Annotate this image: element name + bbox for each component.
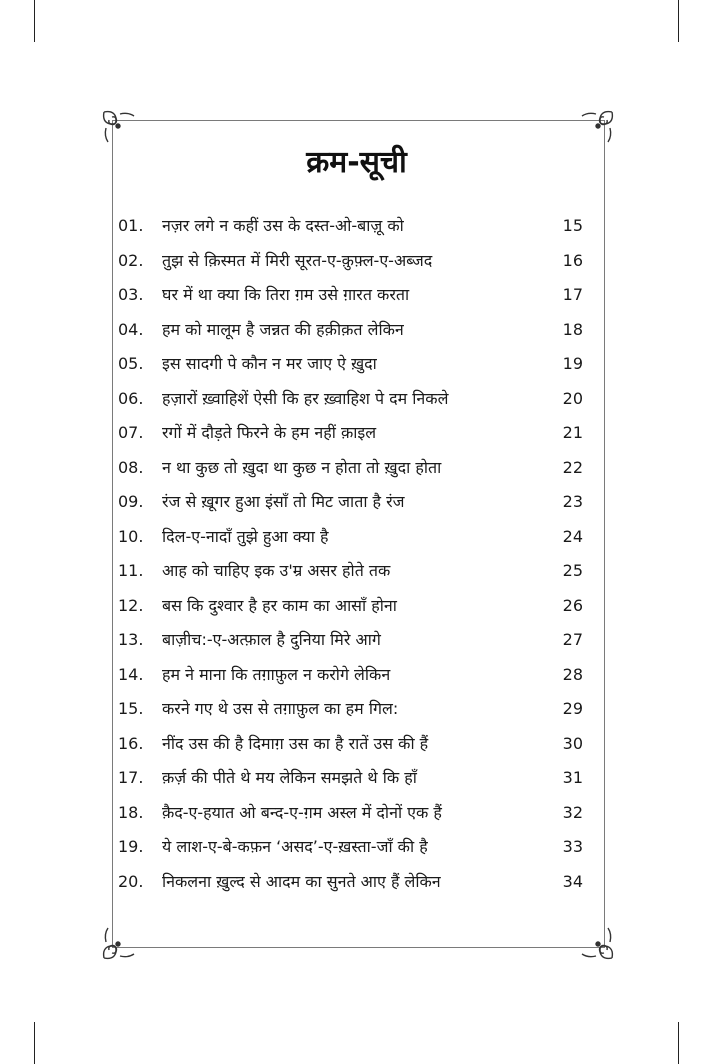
entry-number: 18. [118,802,144,822]
entry-title: हज़ारों ख़्वाहिशें ऐसी कि हर ख़्वाहिश पे दम निकले [162,388,449,408]
entry-title: घर में था क्या कि तिरा ग़म उसे ग़ारत करता [162,285,410,304]
corner-ornament-icon [578,924,618,964]
entry-page: 27 [562,630,583,649]
entry-number: 14. [118,664,144,684]
entry-number: 19. [118,837,144,856]
crop-mark [678,1022,679,1064]
list-item[interactable] [0,243,713,277]
entry-page: 25 [562,561,583,580]
entry-title: न था कुछ तो ख़ुदा था कुछ न होता तो ख़ुदा होता [162,457,442,477]
entry-page: 16 [562,250,583,270]
entry-page: 17 [562,285,583,304]
entry-page: 26 [562,595,583,615]
entry-title: हम ने माना कि तग़ाफ़ुल न करोगे लेकिन [162,664,391,684]
entry-page: 22 [562,457,583,477]
list-item[interactable] [0,829,713,863]
entry-title: क़ैद-ए-हयात ओ बन्द-ए-ग़म अस्ल में दोनों एक हैं [162,802,442,822]
entry-number: 10. [118,526,144,546]
crop-mark [34,1022,35,1064]
entry-number: 01. [118,216,144,235]
entry-title: आह को चाहिए इक उ'म्र असर होते तक [162,561,391,580]
entry-title: करने गए थे उस से तग़ाफ़ुल का हम गिल: [162,699,399,718]
entry-title: हम को मालूम है जन्नत की हक़ीक़त लेकिन [162,319,404,339]
entry-title: नींद उस की है दिमाग़ उस का है रातें उस की हैं [162,733,429,753]
entry-number: 20. [118,871,144,891]
entry-title: रगों में दौड़ते फिरने के हम नहीं क़ाइल [162,423,377,442]
entry-title: इस सादगी पे कौन न मर जाए ऐ ख़ुदा [162,354,377,373]
entry-title: क़र्ज़ की पीते थे मय लेकिन समझते थे कि हाँ [162,768,417,787]
list-item[interactable] [0,864,713,898]
list-item[interactable] [0,415,713,449]
entry-title: बाज़ीच:-ए-अत्फ़ाल है दुनिया मिरे आगे [162,630,381,649]
entry-number: 09. [118,492,144,511]
entry-number: 08. [118,457,144,477]
entry-page: 33 [562,837,583,856]
entry-page: 21 [562,423,583,442]
entry-page: 19 [562,354,583,373]
entry-title: नज़र लगे न कहीं उस के दस्त-ओ-बाज़ू को [162,216,404,235]
list-item[interactable] [0,553,713,587]
entry-number: 07. [118,423,144,442]
entry-title: निकलना ख़ुल्द से आदम का सुनते आए हैं लेकिन [162,871,441,891]
entry-page: 29 [562,699,583,718]
list-item[interactable] [0,346,713,380]
entry-number: 16. [118,733,144,753]
list-item[interactable] [0,795,713,829]
entry-page: 15 [562,216,583,235]
entry-number: 05. [118,354,144,373]
entry-title: तुझ से क़िस्मत में मिरी सूरत-ए-क़ुफ़्ल-ए-अब्जद [162,250,433,270]
entry-page: 32 [562,802,583,822]
entry-title: बस कि दुश्वार है हर काम का आसाँ होना [162,595,397,615]
list-item[interactable] [0,484,713,518]
list-item[interactable] [0,381,713,415]
list-item[interactable] [0,588,713,622]
entry-number: 12. [118,595,144,615]
entry-page: 18 [562,319,583,339]
list-item[interactable] [0,312,713,346]
entry-page: 24 [562,526,583,546]
entry-number: 04. [118,319,144,339]
crop-mark [678,0,679,42]
corner-ornament-icon [98,924,138,964]
entry-page: 20 [562,388,583,408]
entry-title: रंज से ख़ूगर हुआ इंसाँ तो मिट जाता है रंज [162,492,405,511]
entry-number: 06. [118,388,144,408]
list-item[interactable] [0,760,713,794]
entry-page: 34 [562,871,583,891]
entry-number: 03. [118,285,144,304]
entry-page: 30 [562,733,583,753]
entry-page: 23 [562,492,583,511]
list-item[interactable] [0,657,713,691]
crop-mark [34,0,35,42]
list-item[interactable] [0,519,713,553]
entry-page: 28 [562,664,583,684]
list-item[interactable] [0,277,713,311]
list-item[interactable] [0,726,713,760]
entry-number: 13. [118,630,144,649]
list-item[interactable] [0,450,713,484]
entry-number: 17. [118,768,144,787]
entry-number: 02. [118,250,144,270]
list-item[interactable] [0,208,713,242]
list-item[interactable] [0,691,713,725]
list-item[interactable] [0,622,713,656]
entry-title: ये लाश-ए-बे-कफ़न ‘असद’-ए-ख़स्ता-जाँ की है [162,837,428,856]
entry-page: 31 [562,768,583,787]
page-title: क्रम-सूची [306,145,407,180]
entry-number: 11. [118,561,144,580]
entry-number: 15. [118,699,144,718]
entry-title: दिल-ए-नादाँ तुझे हुआ क्या है [162,526,329,546]
